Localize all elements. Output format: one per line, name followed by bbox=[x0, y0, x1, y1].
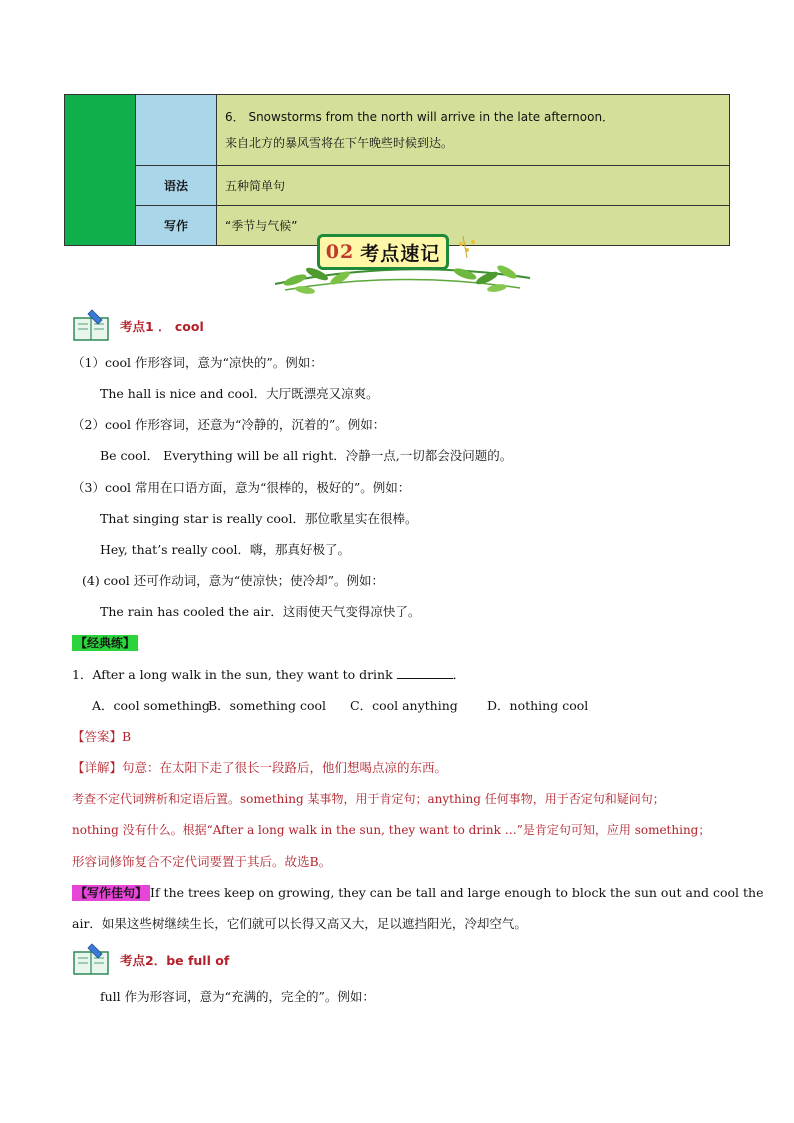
sentence-english: 6． Snowstorms from the north will arrive in the late afternoon． bbox=[225, 110, 615, 124]
kp1-example: The rain has cooled the air．这雨使天气变得凉快了。 bbox=[100, 604, 421, 619]
kp1-line: （1）cool 作形容词，意为“凉快的”。例如： bbox=[72, 355, 323, 370]
kp1-example: That singing star is really cool．那位歌星实在很棒。 bbox=[100, 511, 418, 526]
banner-text: 考点速记 bbox=[360, 242, 441, 265]
writing-tag: 【写作佳句】 bbox=[72, 885, 150, 901]
writing-line: 【写作佳句】 If the trees keep on growing, they can be tall and large enough to block the sun out and cool the bbox=[72, 884, 763, 902]
summary-table bbox=[64, 94, 730, 246]
kp2-line: full 作为形容词，意为“充满的，完全的”。例如： bbox=[100, 989, 375, 1004]
kp1-example: Hey, that’s really cool．嗨，那真好极了。 bbox=[100, 542, 350, 557]
sentence-chinese: 来自北方的暴风雪将在下午晚些时候到达。 bbox=[225, 136, 454, 150]
table-row bbox=[65, 95, 730, 166]
table-label-writing: 写作 bbox=[136, 206, 217, 246]
table-cell-green bbox=[65, 95, 136, 246]
table-cell-blank bbox=[136, 95, 217, 166]
detail-line: nothing 没有什么。根据“After a long walk in the sun, they want to drink …”是肯定句可知，应用 something； bbox=[72, 823, 711, 837]
kp1-line: (4) cool 还可作动词，意为“使凉快；使冷却”。例如： bbox=[82, 573, 384, 588]
kp1-line: （2）cool 作形容词，还意为“冷静的，沉着的”。例如： bbox=[72, 417, 386, 432]
practice-question: 1．After a long walk in the sun, they want to drink ． bbox=[72, 667, 466, 682]
book-pencil-icon bbox=[72, 308, 112, 342]
table-row bbox=[65, 166, 730, 206]
table-cell-sentence bbox=[217, 95, 730, 166]
writing-line: air．如果这些树继续生长，它们就可以长得又高又大，足以遮挡阳光，冷却空气。 bbox=[72, 916, 527, 931]
detail-line: 【详解】句意：在太阳下走了很长一段路后，他们想喝点凉的东西。 bbox=[72, 760, 448, 775]
option-b: B．something cool bbox=[208, 698, 327, 713]
table-value-grammar: 五种简单句 bbox=[217, 166, 730, 206]
table-label-grammar: 语法 bbox=[136, 166, 217, 206]
banner-number: 02 bbox=[325, 241, 355, 263]
section-banner bbox=[255, 228, 545, 298]
detail-line: 考查不定代词辨析和定语后置。something 某事物，用于肯定句；anything 任何事物，用于否定句和疑问句； bbox=[72, 792, 665, 806]
detail-line: 形容词修饰复合不定代词要置于其后。故选B。 bbox=[72, 854, 332, 869]
answer-blank bbox=[397, 666, 453, 679]
option-d: D．nothing cool bbox=[487, 698, 589, 713]
practice-tag: 【经典练】 bbox=[72, 635, 138, 651]
kp2-title: 考点2．be full of bbox=[120, 953, 230, 968]
option-c: C．cool anything bbox=[350, 698, 458, 713]
kp1-example: Be cool． Everything will be all right．冷静一点,一切都会没问题的。 bbox=[100, 448, 513, 463]
banner-title bbox=[317, 234, 449, 270]
kp1-example: The hall is nice and cool．大厅既漂亮又凉爽。 bbox=[100, 386, 379, 401]
book-pencil-icon bbox=[72, 942, 112, 976]
kp1-title: 考点1 ． cool bbox=[120, 319, 204, 334]
table-value-writing: “季节与气候” bbox=[217, 206, 730, 246]
kp1-line: （3）cool 常用在口语方面，意为“很棒的，极好的”。例如： bbox=[72, 480, 411, 495]
answer-line: 【答案】B bbox=[72, 729, 132, 744]
option-a: A．cool something bbox=[92, 698, 210, 713]
